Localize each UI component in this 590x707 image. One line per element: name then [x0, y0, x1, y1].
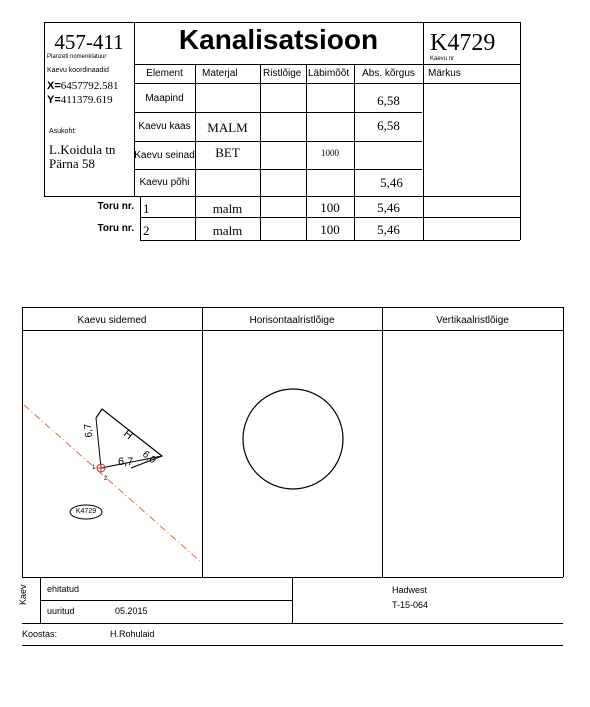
- row-height: 6,58: [377, 118, 400, 133]
- company-name: Hadwest: [392, 585, 428, 595]
- location-caption: Asukoht:: [49, 128, 77, 135]
- row-height: 6,58: [377, 93, 400, 108]
- pipe-material: malm: [212, 223, 243, 238]
- coord-x: [47, 80, 119, 92]
- map-sheet-caption: Planzeti nomenklatuur: [47, 54, 107, 60]
- built-label: ehitatud: [47, 584, 80, 594]
- location-line2: Pärna 58: [49, 156, 95, 171]
- row-height: 5,46: [380, 175, 403, 190]
- surveyed-label: uuritud: [47, 606, 75, 616]
- map-sheet-code: 457-411: [54, 30, 124, 54]
- coord-y-label: Y=: [47, 94, 61, 106]
- pipe-label: Toru nr.: [97, 201, 134, 212]
- well-number: K4729: [430, 30, 496, 56]
- job-number: T-15-064: [392, 600, 429, 610]
- pipe-line: [24, 405, 202, 563]
- point-label-2: 2: [104, 476, 108, 482]
- surveyed-date: 05.2015: [115, 606, 148, 616]
- pipe-diameter: 100: [320, 222, 340, 237]
- coord-x-label: X=: [47, 80, 61, 92]
- pipe-height: 5,46: [377, 222, 400, 237]
- row-element: Kaevu seinad: [134, 150, 195, 161]
- author-label: Koostas:: [22, 629, 58, 639]
- well-tag: K4729: [75, 508, 97, 515]
- dim-label-b: 6,7: [118, 456, 134, 468]
- row-diameter: 1000: [321, 148, 339, 158]
- row-material: BET: [215, 145, 240, 160]
- tie-line: [96, 418, 101, 468]
- col-header-diameter: Läbimõõt: [308, 68, 350, 79]
- row-material: MALM: [207, 120, 248, 135]
- coord-x-value: 6457792.581: [60, 80, 119, 92]
- footer-side-label: Kaev: [18, 584, 28, 605]
- well-circle: [243, 389, 343, 489]
- author-name: H.Rohulaid: [110, 629, 155, 639]
- well-ties-sketch: [22, 330, 202, 577]
- well-number-caption: Kaevu nr: [430, 56, 455, 62]
- col-header-section: Ristlõige: [263, 68, 302, 79]
- horizontal-section-drawing: [202, 330, 382, 577]
- dim-label-a: 6,7: [82, 423, 95, 438]
- section-title-ties: Kaevu sidemed: [77, 315, 147, 326]
- section-title-vertical: Vertikaalristlõige: [436, 315, 509, 326]
- row-element: Maapind: [145, 93, 184, 104]
- coords-caption: Kaevu koordinaadid: [47, 67, 109, 74]
- row-element: Kaevu kaas: [138, 121, 191, 132]
- col-header-element: Element: [146, 68, 183, 79]
- pipe-number: 2: [143, 223, 150, 238]
- location-line1: L.Koidula tn: [49, 142, 116, 157]
- pipe-label: Toru nr.: [97, 223, 134, 234]
- coord-y-value: 411379.619: [60, 94, 113, 106]
- col-header-height: Abs. kõrgus: [362, 68, 415, 79]
- pipe-diameter: 100: [320, 200, 340, 215]
- col-header-remarks: Märkus: [428, 68, 461, 79]
- dim-label-h: H: [121, 427, 135, 443]
- coord-y: [47, 94, 113, 106]
- pipe-number: 1: [143, 201, 150, 216]
- page-title: Kanalisatsioon: [178, 24, 379, 55]
- point-label-1: 1: [92, 465, 96, 471]
- pipe-height: 5,46: [377, 200, 400, 215]
- pipe-material: malm: [212, 201, 243, 216]
- col-header-material: Materjal: [202, 68, 238, 79]
- section-title-horizontal: Horisontaalristlõige: [249, 315, 335, 326]
- dim-label-c: 6,0: [140, 448, 158, 467]
- row-element: Kaevu põhi: [139, 177, 190, 188]
